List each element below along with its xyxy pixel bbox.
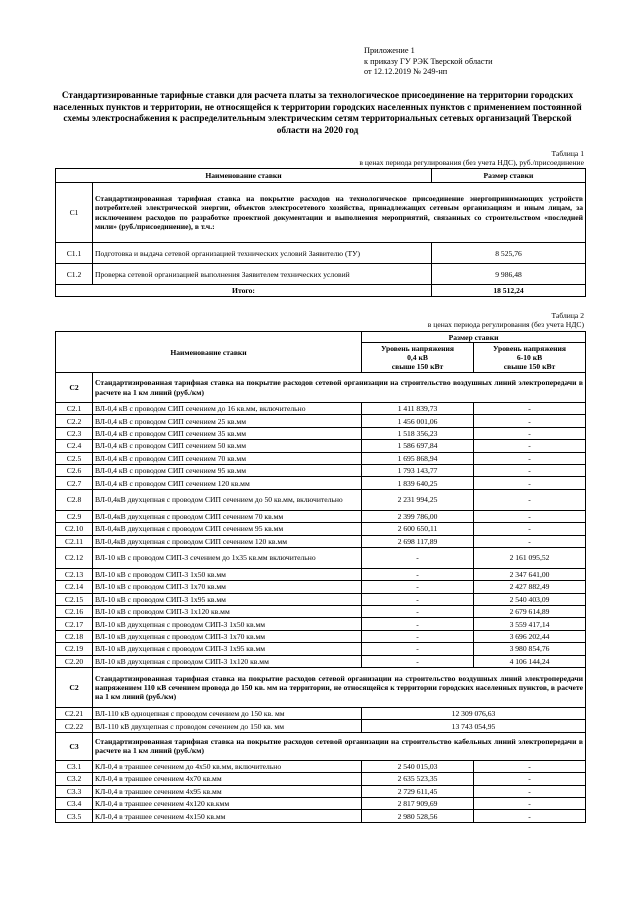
row-value-610kv: - <box>474 760 586 772</box>
row-name: ВЛ-110 кВ двухцепная с проводом сечением до 150 кв. мм <box>93 720 362 732</box>
row-value-610kv: - <box>474 489 586 510</box>
row-name: ВЛ-110 кВ одноцепная с проводом сечением до 150 кв. мм <box>93 708 362 720</box>
row-value-610kv: 2 427 882,49 <box>474 581 586 593</box>
row-code: С2.2 <box>56 415 93 427</box>
table-row <box>56 643 586 655</box>
row-value-04kv: 2 980 528,56 <box>362 810 474 822</box>
row-value-610kv: - <box>474 523 586 535</box>
table1-total-value: 18 512,24 <box>432 285 586 297</box>
table-row <box>56 773 586 785</box>
row-code: С2.16 <box>56 606 93 618</box>
row-value-610kv: - <box>474 773 586 785</box>
table2 <box>55 331 586 823</box>
col2-line1: Уровень напряжения <box>493 344 566 353</box>
row-code: С3.4 <box>56 797 93 809</box>
row-code: С2.1 <box>56 403 93 415</box>
row-value-610kv: 3 696 202,44 <box>474 630 586 642</box>
row-value-04kv: - <box>362 655 474 667</box>
col1-line2: 0,4 кВ <box>407 353 428 362</box>
row-code: С2.14 <box>56 581 93 593</box>
group-c2b-rows <box>56 708 586 733</box>
row-value-610kv: - <box>474 785 586 797</box>
table-row <box>56 489 586 510</box>
row-value-610kv: 2 679 614,89 <box>474 606 586 618</box>
col-header-04kv <box>362 343 474 373</box>
row-value-610kv: - <box>474 452 586 464</box>
row-name: ВЛ-0,4 кВ с проводом СИП сечением 50 кв.мм <box>93 440 362 452</box>
row-name: ВЛ-0,4кВ двухцепная с проводом СИП сечением 120 кв.мм <box>93 535 362 547</box>
group-c3-desc: Стандартизированная тарифная ставка на покрытие расходов сетевой организации на строительство кабельных линий электропередачи в расчете на 1 км линий (руб./км) <box>93 732 586 760</box>
col2-line2: 6-10 кВ <box>516 353 543 362</box>
row-value-610kv: - <box>474 797 586 809</box>
table1-label: Таблица 1 <box>551 149 584 158</box>
row-code: С2.12 <box>56 547 93 568</box>
row-name: КЛ-0,4 в траншее сечением 4х95 кв.мм <box>93 785 362 797</box>
appendix-line-3: от 12.12.2019 № 249-нп <box>364 67 448 77</box>
row-code: С2.6 <box>56 464 93 476</box>
row-value-610kv: - <box>474 427 586 439</box>
appendix-line-2: к приказу ГУ РЭК Тверской области <box>364 56 493 66</box>
row-value-04kv: 2 231 994,25 <box>362 489 474 510</box>
row-name: ВЛ-0,4кВ двухцепная с проводом СИП сечением 70 кв.мм <box>93 510 362 522</box>
row-value-610kv: 3 559 417,14 <box>474 618 586 630</box>
table-row <box>56 606 586 618</box>
row-value-610kv: - <box>474 477 586 489</box>
row-value-610kv: 2 161 095,52 <box>474 547 586 568</box>
row-value-04kv: 2 600 650,11 <box>362 523 474 535</box>
table-row <box>56 568 586 580</box>
row-value: 8 525,76 <box>432 243 586 264</box>
row-code: С2.11 <box>56 535 93 547</box>
row-code: С3.5 <box>56 810 93 822</box>
row-name: ВЛ-0,4 кВ с проводом СИП сечением 25 кв.мм <box>93 415 362 427</box>
row-value-04kv: 2 729 611,45 <box>362 785 474 797</box>
table-row <box>56 593 586 605</box>
row-value-04kv: 1 456 001,06 <box>362 415 474 427</box>
group-c2-code: С2 <box>56 373 93 403</box>
col1-line3: свыше 150 кВт <box>391 362 444 371</box>
row-code: С2.15 <box>56 593 93 605</box>
row-value-04kv: 1 411 839,73 <box>362 403 474 415</box>
row-name: ВЛ-0,4 кВ с проводом СИП сечением 35 кв.мм <box>93 427 362 439</box>
row-code: С2.20 <box>56 655 93 667</box>
row-value-610kv: - <box>474 440 586 452</box>
group-c2b-code: С2 <box>56 668 93 708</box>
row-value-610kv: 4 106 144,24 <box>474 655 586 667</box>
row-name: ВЛ-10 кВ двухцепная с проводом СИП-3 1х50 кв.мм <box>93 618 362 630</box>
table-row <box>56 523 586 535</box>
group-c2b-desc: Стандартизированная тарифная ставка на покрытие расходов сетевой организации на строительство воздушных линий электропередачи напряжением 110 кВ сечением провода до 150 кв. мм на территории, не относящейся к территории городских населенных пунктов, в расчете на 1 км линий (руб./км) <box>93 668 586 708</box>
row-value-04kv: - <box>362 630 474 642</box>
table-row <box>56 630 586 642</box>
table-row <box>56 535 586 547</box>
table1 <box>55 168 586 297</box>
row-value-610kv: - <box>474 810 586 822</box>
table1-total-label: Итого: <box>56 285 432 297</box>
table-row <box>56 452 586 464</box>
row-code: С2.5 <box>56 452 93 464</box>
col2-line3: свыше 150 кВт <box>503 362 556 371</box>
row-name: КЛ-0,4 в траншее сечением 4х70 кв.мм <box>93 773 362 785</box>
row-code: С2.19 <box>56 643 93 655</box>
row-code: С2.10 <box>56 523 93 535</box>
table2-label: Таблица 2 <box>551 311 584 320</box>
row-value-04kv: 1 695 868,94 <box>362 452 474 464</box>
group-c2-desc: Стандартизированная тарифная ставка на покрытие расходов сетевой организации на строительство воздушных линий электропередачи в расчете на 1 км линий (руб./км) <box>93 373 586 403</box>
table1-group-desc: Стандартизированная тарифная ставка на покрытие расходов на технологическое присоединение энергопринимающих устройств потребителей электрической энергии, объектов электросетевого хозяйства, принадлежащих сетевым организациям и иным лицам, за исключением расходов по разработке проектной документации и выполнения мероприятий, связанных со строительством «последней мили» (руб./присоединение), в т.ч.: <box>93 183 586 243</box>
row-name: ВЛ-10 кВ двухцепная с проводом СИП-3 1х120 кв.мм <box>93 655 362 667</box>
row-name: ВЛ-10 кВ с проводом СИП-3 1х50 кв.мм <box>93 568 362 580</box>
table-row <box>56 760 586 772</box>
row-name: ВЛ-0,4 кВ с проводом СИП сечением 95 кв.мм <box>93 464 362 476</box>
row-name: ВЛ-10 кВ с проводом СИП-3 сечением до 1х35 кв.мм включительно <box>93 547 362 568</box>
table-row <box>56 403 586 415</box>
table-row <box>56 720 586 732</box>
table-row <box>56 427 586 439</box>
row-value-04kv: - <box>362 593 474 605</box>
row-name: КЛ-0,4 в траншее сечением до 4х50 кв.мм, включительно <box>93 760 362 772</box>
table-row <box>56 655 586 667</box>
table-row <box>56 415 586 427</box>
row-value-04kv: 2 635 523,35 <box>362 773 474 785</box>
row-value-610kv: - <box>474 510 586 522</box>
row-code: С3.2 <box>56 773 93 785</box>
table1-group-code: С1 <box>56 183 93 243</box>
table-row <box>56 464 586 476</box>
table2-header-size: Размер ставки <box>362 332 586 343</box>
row-value-04kv: 2 817 909,69 <box>362 797 474 809</box>
row-name: ВЛ-0,4 кВ с проводом СИП сечением 70 кв.мм <box>93 452 362 464</box>
row-value-04kv: 1 518 356,23 <box>362 427 474 439</box>
row-code: С2.8 <box>56 489 93 510</box>
table-row <box>56 510 586 522</box>
row-value: 12 309 076,63 <box>362 708 586 720</box>
row-code: С2.21 <box>56 708 93 720</box>
row-name: Подготовка и выдача сетевой организацией технических условий Заявителю (ТУ) <box>93 243 432 264</box>
row-value-04kv: 2 399 786,00 <box>362 510 474 522</box>
table-row <box>56 264 586 285</box>
col-header-610kv <box>474 343 586 373</box>
row-value-04kv: 1 793 143,77 <box>362 464 474 476</box>
row-name: КЛ-0,4 в траншее сечением 4х120 кв.кмм <box>93 797 362 809</box>
row-name: ВЛ-10 кВ с проводом СИП-3 1х95 кв.мм <box>93 593 362 605</box>
group-c2-rows <box>56 403 586 668</box>
row-value-610kv: - <box>474 464 586 476</box>
row-value-610kv: - <box>474 535 586 547</box>
row-code: С2.3 <box>56 427 93 439</box>
table-row <box>56 547 586 568</box>
table2-note: в ценах периода регулирования (без учета НДС) <box>427 320 584 329</box>
row-value-610kv: 2 347 641,00 <box>474 568 586 580</box>
row-code: С2.22 <box>56 720 93 732</box>
row-value-610kv: - <box>474 403 586 415</box>
row-code: С2.18 <box>56 630 93 642</box>
row-code: С3.1 <box>56 760 93 772</box>
row-value-610kv: 2 540 403,09 <box>474 593 586 605</box>
row-code: С3.3 <box>56 785 93 797</box>
row-code: С1.2 <box>56 264 93 285</box>
row-value-04kv: - <box>362 547 474 568</box>
row-name: ВЛ-10 кВ с проводом СИП-3 1х120 кв.мм <box>93 606 362 618</box>
appendix-block <box>364 46 493 78</box>
row-code: С1.1 <box>56 243 93 264</box>
col1-line1: Уровень напряжения <box>381 344 454 353</box>
row-name: Проверка сетевой организацией выполнения Заявителем технических условий <box>93 264 432 285</box>
row-value-04kv: 1 839 640,25 <box>362 477 474 489</box>
table-row <box>56 708 586 720</box>
row-value: 13 743 054,95 <box>362 720 586 732</box>
row-value-04kv: 2 698 117,89 <box>362 535 474 547</box>
table-row <box>56 243 586 264</box>
row-name: ВЛ-10 кВ двухцепная с проводом СИП-3 1х95 кв.мм <box>93 643 362 655</box>
row-name: ВЛ-10 кВ двухцепная с проводом СИП-3 1х70 кв.мм <box>93 630 362 642</box>
row-value-610kv: - <box>474 415 586 427</box>
row-code: С2.17 <box>56 618 93 630</box>
table-row <box>56 810 586 822</box>
row-value-610kv: 3 980 854,76 <box>474 643 586 655</box>
row-name: ВЛ-0,4 кВ с проводом СИП сечением 120 кв.мм <box>93 477 362 489</box>
table2-header-name: Наименование ставки <box>56 332 362 373</box>
table-row <box>56 581 586 593</box>
row-value: 9 986,48 <box>432 264 586 285</box>
row-name: ВЛ-10 кВ с проводом СИП-3 1х70 кв.мм <box>93 581 362 593</box>
group-c3-code: С3 <box>56 732 93 760</box>
group-c3-rows <box>56 760 586 822</box>
table-row <box>56 440 586 452</box>
table-row <box>56 618 586 630</box>
appendix-line-1: Приложение 1 <box>364 46 415 55</box>
table-row <box>56 477 586 489</box>
row-name: ВЛ-0,4 кВ с проводом СИП сечением до 16 кв.мм, включительно <box>93 403 362 415</box>
row-value-04kv: - <box>362 643 474 655</box>
row-name: ВЛ-0,4кВ двухцепная с проводом СИП сечением до 50 кв.мм, включительно <box>93 489 362 510</box>
row-code: С2.9 <box>56 510 93 522</box>
table-row <box>56 797 586 809</box>
document-title: Стандартизированные тарифные ставки для расчета платы за технологическое присоединение на территории городских населенных пунктов и территории, не относящейся к территории городских населенных пунктов с применением постоянной схемы электроснабжения к распределительным электрическим сетям территориальных сетевых организаций Тверской области на 2020 год <box>53 91 582 136</box>
table1-header-size: Размер ставки <box>432 169 586 183</box>
row-value-04kv: - <box>362 618 474 630</box>
row-value-04kv: - <box>362 568 474 580</box>
row-code: С2.7 <box>56 477 93 489</box>
row-code: С2.4 <box>56 440 93 452</box>
row-value-04kv: 2 540 015,03 <box>362 760 474 772</box>
table1-note: в ценах периода регулирования (без учета НДС), руб./присоединение <box>359 158 584 167</box>
row-value-04kv: - <box>362 581 474 593</box>
row-value-04kv: - <box>362 606 474 618</box>
table1-header-name: Наименование ставки <box>56 169 432 183</box>
table-row <box>56 785 586 797</box>
row-code: С2.13 <box>56 568 93 580</box>
row-name: КЛ-0,4 в траншее сечением 4х150 кв.мм <box>93 810 362 822</box>
row-value-04kv: 1 586 697,84 <box>362 440 474 452</box>
row-name: ВЛ-0,4кВ двухцепная с проводом СИП сечением 95 кв.мм <box>93 523 362 535</box>
